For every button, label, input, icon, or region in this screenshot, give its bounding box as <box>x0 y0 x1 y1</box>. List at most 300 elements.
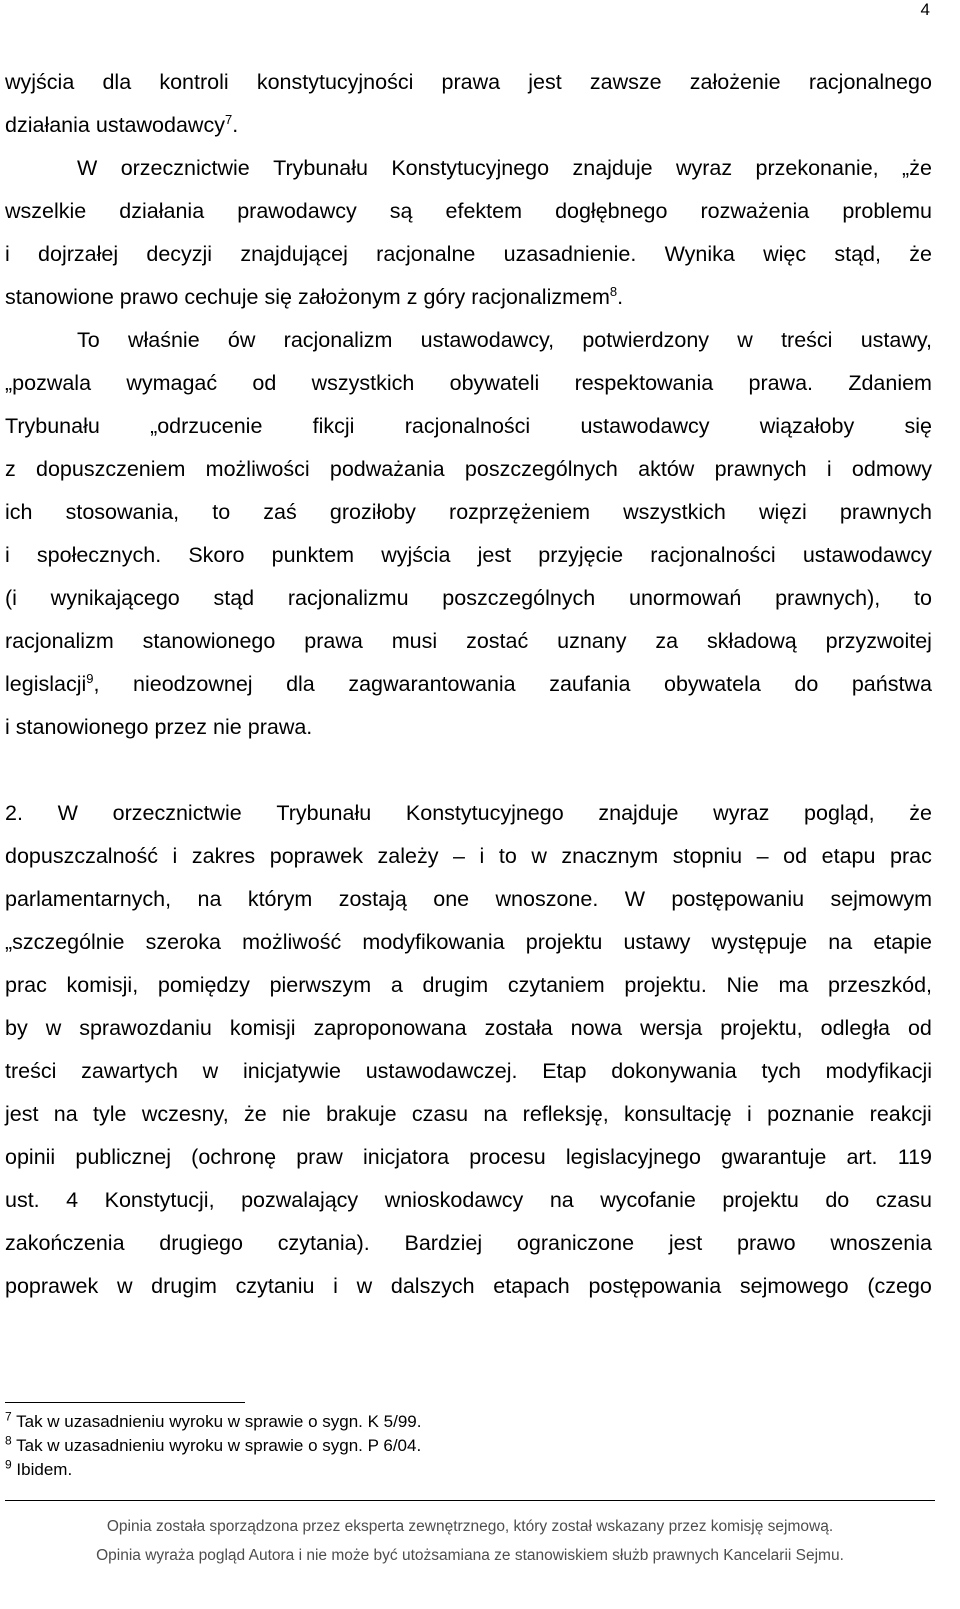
word: stanowione <box>5 285 114 309</box>
word: sprawozdaniu <box>79 1016 212 1040</box>
word: prawo <box>737 1231 796 1255</box>
word: prawa <box>441 70 501 94</box>
word: tyle <box>93 1102 127 1126</box>
word: od <box>907 1016 932 1040</box>
word: nieodzownej <box>133 672 253 696</box>
word: i <box>746 1102 752 1126</box>
word: inicjatora <box>362 1145 450 1169</box>
word: w <box>737 328 753 352</box>
word: prawa. <box>247 715 313 739</box>
footnote-number: 8 <box>5 1433 12 1448</box>
word: dla <box>286 672 315 696</box>
word: W <box>624 887 645 911</box>
word: ustawodawcy, <box>420 328 555 352</box>
word: art. <box>846 1145 878 1169</box>
word: zawsze <box>589 70 662 94</box>
word: decyzji <box>146 242 213 266</box>
word: Konstytucyjnego <box>405 801 564 825</box>
word: uznany <box>557 629 627 653</box>
word: działania <box>5 113 90 137</box>
word: obywateli <box>449 371 540 395</box>
word: respektowania <box>574 371 714 395</box>
word: prawnych), <box>775 586 881 610</box>
word: ustawodawcy$^7$. <box>95 111 239 137</box>
word: więzi <box>758 500 807 524</box>
word: ograniczone <box>516 1231 635 1255</box>
word: przyjęcie <box>538 543 624 567</box>
word: na <box>828 930 853 954</box>
word: to <box>913 586 932 610</box>
word: i <box>5 715 10 739</box>
word: legislacyjnego <box>565 1145 701 1169</box>
word: w <box>531 844 547 868</box>
word: cechuje <box>184 285 259 309</box>
word: 119 <box>897 1145 932 1169</box>
word: wynikającego <box>50 586 180 610</box>
word: etapie <box>873 930 932 954</box>
text-line <box>5 104 932 147</box>
text-line <box>5 362 932 405</box>
word: a <box>390 973 403 997</box>
word: nowa <box>570 1016 623 1040</box>
word: prawa. <box>748 371 814 395</box>
page-number: 4 <box>920 0 930 19</box>
word: inicjatywie <box>242 1059 341 1083</box>
word: znajduje <box>598 801 679 825</box>
word: ustawodawczej. <box>365 1059 518 1083</box>
word: komisji, <box>66 973 139 997</box>
footnote-text: Tak w uzasadnieniu wyroku w sprawie o sygn. K 5/99. <box>16 1412 422 1431</box>
footnote-reference: 8 <box>609 283 618 299</box>
word: założonym <box>297 285 401 309</box>
word: racjonalizmu <box>287 586 409 610</box>
word: zostać <box>466 629 529 653</box>
footnote-reference: 9 <box>86 670 94 686</box>
word: możliwości <box>205 457 310 481</box>
word: że <box>244 1102 267 1126</box>
word: zakres <box>191 844 256 868</box>
word: To <box>77 328 100 352</box>
word: stąd <box>213 586 255 610</box>
text-line <box>5 147 932 190</box>
text-line <box>5 1179 932 1222</box>
word: prawnych <box>714 457 807 481</box>
word: „odrzucenie <box>150 414 263 438</box>
word: państwa <box>851 672 932 696</box>
word: rozważenia <box>700 199 810 223</box>
text-line <box>5 1050 932 1093</box>
word: 2. <box>5 801 23 825</box>
word: racjonalności <box>404 414 531 438</box>
word: znacznym <box>561 844 659 868</box>
word: gwarantuje <box>721 1145 827 1169</box>
text-line <box>5 1265 932 1308</box>
word: zaś <box>263 500 297 524</box>
word: poznanie <box>767 1102 855 1126</box>
word: na <box>483 1102 508 1126</box>
word: treści <box>781 328 833 352</box>
word: do <box>825 1188 850 1212</box>
word: konsultację <box>624 1102 732 1126</box>
word: potwierdzony <box>582 328 710 352</box>
word: groziłoby <box>329 500 416 524</box>
word: prac <box>890 844 932 868</box>
word: ów <box>227 328 256 352</box>
word: ustawy <box>623 930 691 954</box>
word: obywatela <box>664 672 761 696</box>
word: sejmowym <box>830 887 932 911</box>
word: dopuszczalność <box>5 844 158 868</box>
word: zakończenia <box>5 1231 125 1255</box>
word: ma <box>778 973 809 997</box>
word: przyzwoitej <box>825 629 932 653</box>
word: orzecznictwie <box>120 156 250 180</box>
footnote-text: Tak w uzasadnieniu wyroku w sprawie o sygn. P 6/04. <box>16 1436 422 1455</box>
word: W <box>77 156 98 180</box>
word: racjonalizmem$^8$. <box>471 283 624 309</box>
word: działania <box>119 199 205 223</box>
word: do <box>794 672 819 696</box>
word: „że <box>902 156 932 180</box>
word: etapu <box>821 844 876 868</box>
word: ust. <box>5 1188 40 1212</box>
word: dokonywania <box>611 1059 737 1083</box>
word: „szczególnie <box>5 930 125 954</box>
word: ich <box>5 500 33 524</box>
word: racjonalnego <box>808 70 932 94</box>
word: dogłębnego <box>555 199 668 223</box>
word: by <box>5 1016 28 1040</box>
word: zaufania <box>549 672 631 696</box>
word: Etap <box>542 1059 587 1083</box>
footer-separator <box>5 1500 935 1501</box>
word: że <box>909 801 932 825</box>
word: wyraz <box>675 156 733 180</box>
word: drugim <box>422 973 489 997</box>
word: drugiego <box>159 1231 243 1255</box>
word: podważania <box>329 457 445 481</box>
word: drugim <box>151 1274 217 1298</box>
word: przez <box>154 715 208 739</box>
text-line <box>5 276 932 319</box>
word: wczesny, <box>141 1102 229 1126</box>
text-line <box>5 964 932 1007</box>
word: na <box>53 1102 78 1126</box>
word: znajdującej <box>240 242 348 266</box>
word: prawo <box>119 285 179 309</box>
word: ustawodawcy <box>802 543 932 567</box>
word: parlamentarnych, <box>5 887 172 911</box>
word: tych <box>761 1059 801 1083</box>
word: stąd, <box>834 242 881 266</box>
body-text <box>5 61 932 1308</box>
word: składową <box>707 629 797 653</box>
word: modyfikowania <box>362 930 505 954</box>
word: w <box>45 1016 62 1040</box>
word: prawodawcy <box>237 199 357 223</box>
word: racjonalizm <box>5 629 114 653</box>
footnote-number: 9 <box>5 1457 12 1472</box>
word: zostają <box>338 887 407 911</box>
word: poprawek <box>269 844 363 868</box>
word: – <box>756 844 769 868</box>
word: w <box>116 1274 133 1298</box>
word: projektu <box>722 1188 799 1212</box>
word: od <box>783 844 808 868</box>
text-line <box>5 835 932 878</box>
text-line <box>5 921 932 964</box>
footnote <box>5 1410 421 1434</box>
word: (ochronę <box>191 1145 277 1169</box>
text-line <box>5 1222 932 1265</box>
word: „pozwala <box>5 371 92 395</box>
word: projektu. <box>624 973 707 997</box>
word: Konstytucji, <box>104 1188 215 1212</box>
word: wszystkich <box>623 500 726 524</box>
word: uzasadnienie. <box>503 242 637 266</box>
word: to <box>212 500 231 524</box>
footnote-reference: 7 <box>224 111 233 127</box>
text-line <box>5 405 932 448</box>
word: refleksję, <box>522 1102 609 1126</box>
word: czytaniem <box>507 973 605 997</box>
word: one <box>433 887 470 911</box>
word: wyjścia <box>381 543 451 567</box>
footnote <box>5 1434 421 1458</box>
footnote-separator <box>5 1402 245 1403</box>
word: od <box>252 371 277 395</box>
text-line <box>5 663 932 706</box>
word: stosowania, <box>65 500 180 524</box>
footnote <box>5 1458 421 1482</box>
word: się <box>904 414 932 438</box>
word: i <box>479 844 485 868</box>
word: aktów <box>638 457 695 481</box>
word: 4 <box>66 1188 79 1212</box>
word: z <box>5 457 16 481</box>
word: postępowania <box>588 1274 722 1298</box>
word: dopuszczeniem <box>36 457 186 481</box>
word: – <box>453 844 465 868</box>
word: możliwość <box>242 930 342 954</box>
word: Trybunału <box>276 801 372 825</box>
word: opinii <box>5 1145 56 1169</box>
text-line <box>5 448 932 491</box>
word: punktem <box>271 543 355 567</box>
word: i <box>5 543 10 567</box>
word: Trybunału <box>5 414 100 438</box>
word: dojrzałej <box>38 242 119 266</box>
word: prawnych <box>839 500 932 524</box>
word: pierwszym <box>269 973 372 997</box>
word: społecznych. <box>36 543 162 567</box>
word: wycofanie <box>600 1188 696 1212</box>
word: projektu <box>525 930 603 954</box>
text-line <box>5 1093 932 1136</box>
text-line <box>5 491 932 534</box>
word: została <box>484 1016 553 1040</box>
word: problemu <box>842 199 932 223</box>
word: wersja <box>640 1016 703 1040</box>
word: (czego <box>867 1274 932 1298</box>
word: unormowań <box>629 586 742 610</box>
word: etapach <box>493 1274 570 1298</box>
word: prawa <box>304 629 363 653</box>
word: dla <box>102 70 132 94</box>
word: czasu <box>411 1102 469 1126</box>
word: modyfikacji <box>825 1059 932 1083</box>
word: konstytucyjności <box>256 70 414 94</box>
word: rozprzężeniem <box>449 500 591 524</box>
text-line <box>5 878 932 921</box>
footer-disclaimer-line-1: Opinia została sporządzona przez eksperta zewnętrznego, który został wskazany przez komisję sejmową. <box>106 1518 834 1535</box>
text-line <box>5 1136 932 1179</box>
word: na <box>197 887 222 911</box>
word: brakuje <box>326 1102 397 1126</box>
word: Nie <box>726 973 759 997</box>
word: Skoro <box>188 543 245 567</box>
footnote-number: 7 <box>5 1409 12 1424</box>
word: poprawek <box>5 1274 99 1298</box>
word: za <box>655 629 679 653</box>
word: fikcji <box>312 414 355 438</box>
word: racjonalizm <box>283 328 393 352</box>
word: stanowionego <box>142 629 276 653</box>
word: że <box>909 242 932 266</box>
word: przeszkód, <box>828 973 932 997</box>
word: wiązałoby <box>759 414 855 438</box>
word: wnoszenia <box>830 1231 932 1255</box>
word: którym <box>247 887 313 911</box>
word: racjonalności <box>650 543 776 567</box>
word: praw <box>296 1145 343 1169</box>
text-line <box>5 792 932 835</box>
word: w <box>202 1059 219 1083</box>
word: stopniu <box>672 844 743 868</box>
text-line <box>5 233 932 276</box>
word: procesu <box>469 1145 546 1169</box>
text-line <box>5 577 932 620</box>
word: treści <box>5 1059 57 1083</box>
word: wyjścia <box>5 70 75 94</box>
word: wszystkich <box>311 371 415 395</box>
word: jest <box>668 1231 703 1255</box>
word: Bardziej <box>404 1231 483 1255</box>
text-line <box>5 319 932 362</box>
footer-disclaimer-line-2: Opinia wyraża pogląd Autora i nie może być utożsamiana ze stanowiskiem służb prawnych Kancelarii Sejmu. <box>96 1547 844 1564</box>
word: Konstytucyjnego <box>391 156 550 180</box>
word: występuje <box>711 930 808 954</box>
word: i <box>333 1274 338 1298</box>
word: orzecznictwie <box>112 801 242 825</box>
word: i <box>826 457 832 481</box>
word: czasu <box>875 1188 932 1212</box>
word: wymagać <box>126 371 218 395</box>
word: nie <box>213 715 242 739</box>
word: przekonanie, <box>755 156 879 180</box>
word: odległa <box>820 1016 890 1040</box>
word: Wynika <box>664 242 735 266</box>
word: i <box>5 242 10 266</box>
blank-line <box>5 749 932 792</box>
word: racjonalne <box>376 242 476 266</box>
word: jest <box>528 70 562 94</box>
text-line <box>5 534 932 577</box>
word: więc <box>763 242 807 266</box>
word: wnioskodawcy <box>384 1188 524 1212</box>
word: sejmowego <box>739 1274 849 1298</box>
word: zagwarantowania <box>348 672 516 696</box>
word: w <box>356 1274 373 1298</box>
word: kontroli <box>159 70 229 94</box>
word: poszczególnych <box>442 586 596 610</box>
word: zaproponowana <box>313 1016 467 1040</box>
word: to <box>498 844 517 868</box>
word: na <box>549 1188 574 1212</box>
word: reakcji <box>869 1102 932 1126</box>
word: pomiędzy <box>157 973 250 997</box>
footnote-text: Ibidem. <box>16 1460 73 1479</box>
word: jest <box>477 543 512 567</box>
text-line <box>5 190 932 233</box>
word: właśnie <box>127 328 200 352</box>
word: jest <box>5 1102 39 1126</box>
text-line <box>5 706 932 749</box>
word: wszelkie <box>5 199 87 223</box>
footnotes <box>5 1410 421 1482</box>
word: postępowaniu <box>671 887 805 911</box>
text-line <box>5 1007 932 1050</box>
word: nie <box>282 1102 311 1126</box>
word: wyraz <box>713 801 770 825</box>
word: pozwalający <box>241 1188 359 1212</box>
word: prac <box>5 973 47 997</box>
text-line <box>5 61 932 104</box>
word: ustawy, <box>860 328 932 352</box>
word: Trybunału <box>273 156 368 180</box>
word: (i <box>5 586 17 610</box>
word: są <box>389 199 413 223</box>
word: W <box>57 801 78 825</box>
word: i <box>172 844 178 868</box>
word: ustawodawcy <box>580 414 710 438</box>
word: wnoszone. <box>495 887 599 911</box>
word: odmowy <box>851 457 932 481</box>
word: czytaniu <box>235 1274 315 1298</box>
word: stanowionego <box>15 715 149 739</box>
word: projektu, <box>720 1016 803 1040</box>
word: czytania). <box>277 1231 370 1255</box>
word: zawartych <box>81 1059 178 1083</box>
word: komisji <box>229 1016 296 1040</box>
word: znajduje <box>572 156 653 180</box>
word: legislacji$^9$, <box>5 670 100 696</box>
word: pogląd, <box>804 801 875 825</box>
word: szeroka <box>145 930 221 954</box>
word: dalszych <box>390 1274 475 1298</box>
word: poszczególnych <box>464 457 618 481</box>
word: założenie <box>689 70 781 94</box>
word: się <box>264 285 292 309</box>
word: zależy <box>377 844 439 868</box>
word: musi <box>391 629 438 653</box>
word: publicznej <box>75 1145 171 1169</box>
text-line <box>5 620 932 663</box>
word: efektem <box>445 199 523 223</box>
word: Zdaniem <box>848 371 932 395</box>
word: góry <box>423 285 466 309</box>
word: z <box>406 285 418 309</box>
